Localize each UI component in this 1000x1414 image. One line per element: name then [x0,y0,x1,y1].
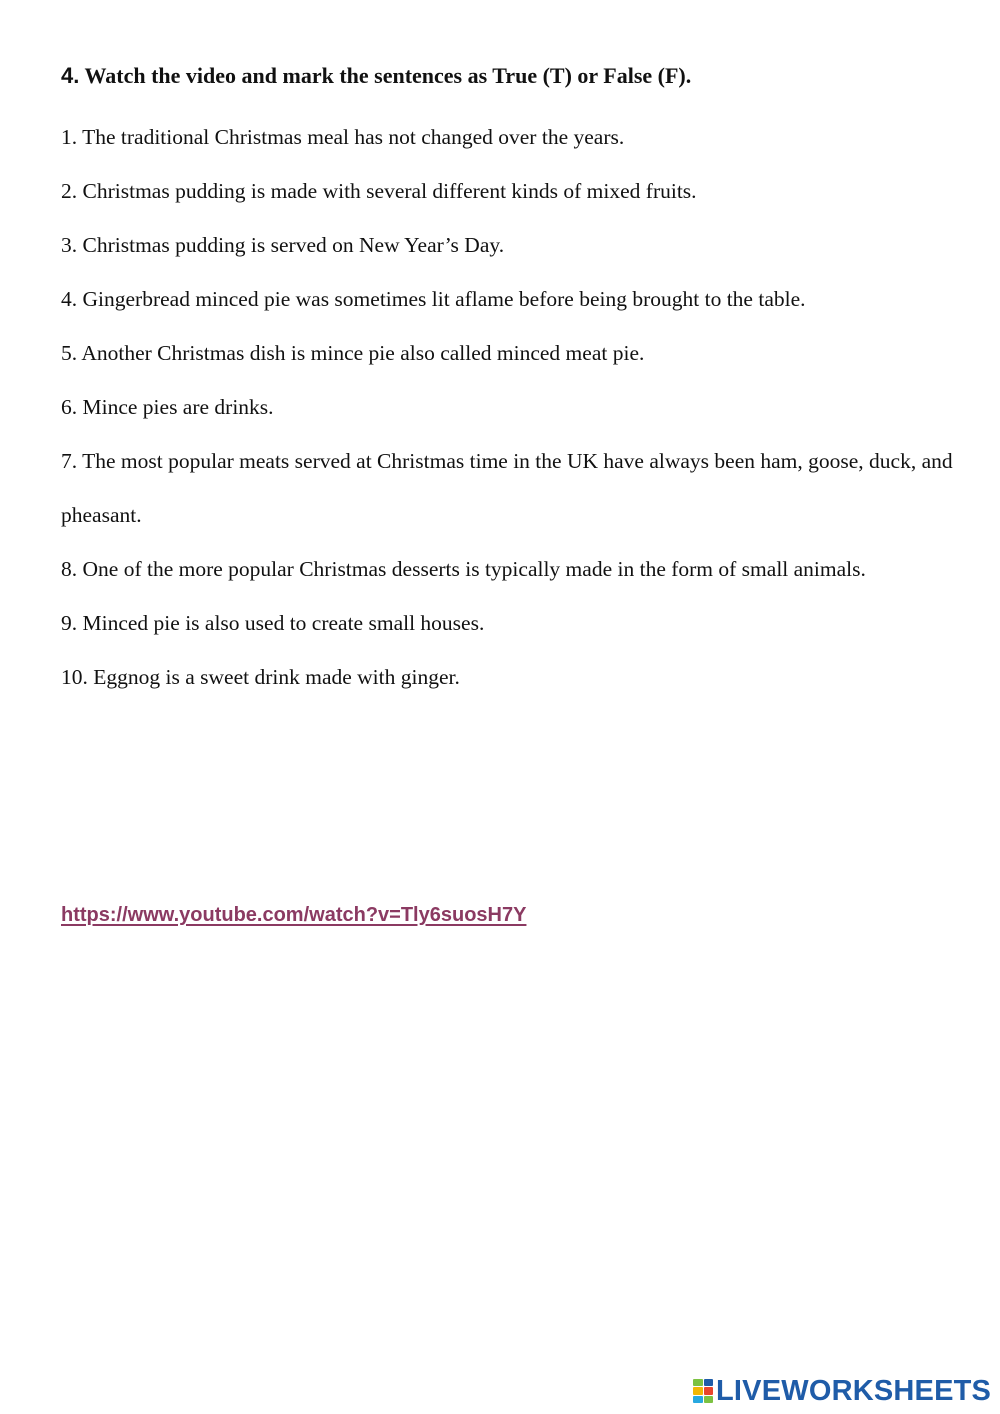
statement-item: 5. Another Christmas dish is mince pie also called minced meat pie. [61,341,645,365]
exercise-heading [61,62,691,90]
logo-tile [693,1396,703,1403]
logo-tile [704,1387,714,1394]
logo-tile [693,1387,703,1394]
exercise-number: 4. [61,63,80,88]
exercise-instruction: Watch the video and mark the sentences as True (T) or False (F). [84,63,692,88]
statement-item: 7. The most popular meats served at Christmas time in the UK have always been ham, goose, duck, and pheasant. [61,449,953,527]
statement-item: 6. Mince pies are drinks. [61,395,274,419]
statement-list [61,110,961,704]
liveworksheets-brand [693,1376,991,1406]
statement-item: 1. The traditional Christmas meal has not changed over the years. [61,125,625,149]
liveworksheets-wordmark: LIVEWORKSHEETS [716,1375,992,1407]
logo-tile [704,1396,714,1403]
logo-tile [704,1379,714,1386]
logo-tile [693,1379,703,1386]
statement-item: 10. Eggnog is a sweet drink made with ginger. [61,665,460,689]
statement-item: 2. Christmas pudding is made with several different kinds of mixed fruits. [61,179,697,203]
statement-item: 3. Christmas pudding is served on New Year’s Day. [61,233,505,257]
statement-item: 4. Gingerbread minced pie was sometimes lit aflame before being brought to the table. [61,287,806,311]
liveworksheets-logo-icon [693,1379,713,1403]
youtube-video-link[interactable]: https://www.youtube.com/watch?v=Tly6suosH7Y [61,904,527,926]
statement-item: 9. Minced pie is also used to create small houses. [61,611,485,635]
statement-item: 8. One of the more popular Christmas desserts is typically made in the form of small animals. [61,557,866,581]
